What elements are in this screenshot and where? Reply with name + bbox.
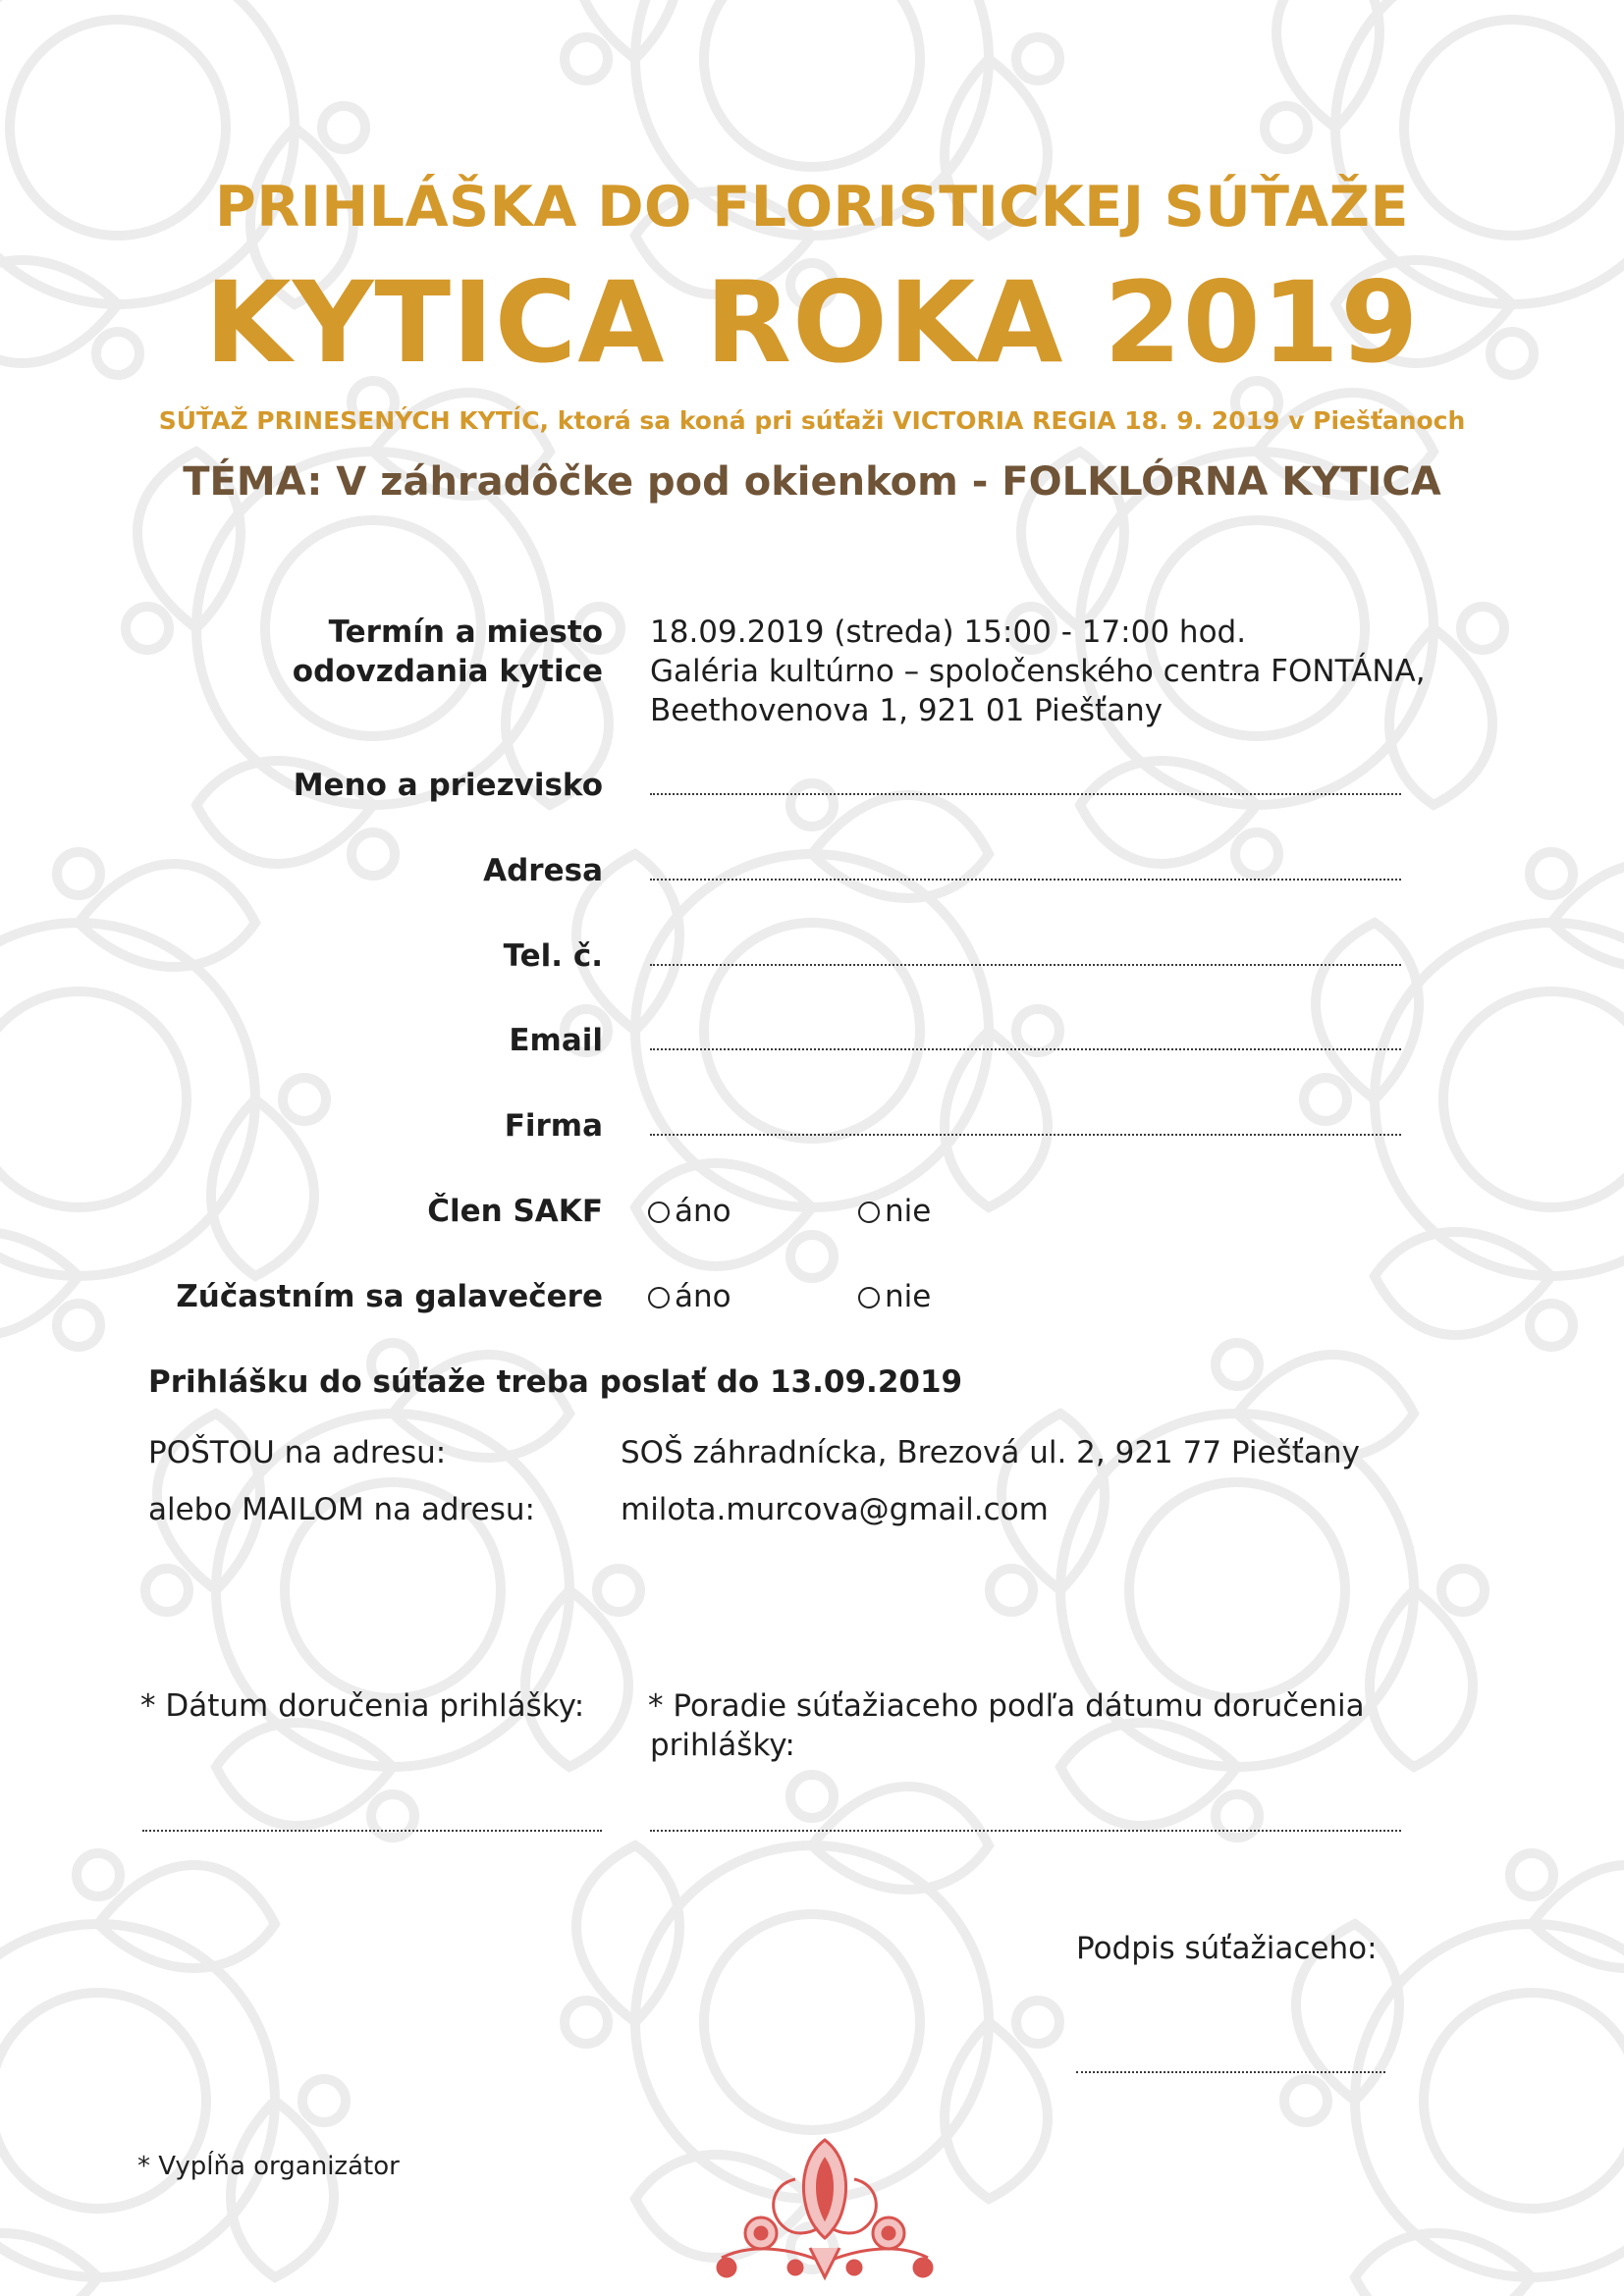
delivery-date-label: * Dátum doručenia prihlášky: xyxy=(140,1688,585,1724)
phone-input-line[interactable] xyxy=(650,964,1401,966)
delivery-date-line[interactable] xyxy=(142,1830,602,1832)
sakf-yes-option[interactable]: áno xyxy=(648,1194,731,1229)
delivery-address: Beethovenova 1, 921 01 Piešťany xyxy=(650,693,1164,728)
delivery-label-2: odovzdania kytice xyxy=(292,654,603,689)
order-label-1: * Poradie súťažiaceho podľa dátumu doručenia xyxy=(648,1688,1365,1724)
delivery-label-1: Termín a miesto xyxy=(328,614,603,650)
subtitle: SÚŤAŽ PRINESENÝCH KYTÍC, ktorá sa koná pri súťaži VICTORIA REGIA 18. 9. 2019 v Piešťanoch xyxy=(158,406,1466,435)
radio-circle-icon[interactable] xyxy=(648,1287,670,1308)
radio-circle-icon[interactable] xyxy=(858,1287,880,1308)
signature-label: Podpis súťažiaceho: xyxy=(1076,1931,1378,1966)
order-line[interactable] xyxy=(650,1830,1401,1832)
post-address: SOŠ záhradnícka, Brezová ul. 2, 921 77 Piešťany xyxy=(621,1435,1360,1470)
sakf-member-label: Člen SAKF xyxy=(427,1194,603,1229)
name-input-line[interactable] xyxy=(650,793,1401,795)
company-input-line[interactable] xyxy=(650,1134,1401,1136)
name-label: Meno a priezvisko xyxy=(293,768,603,803)
mail-label: alebo MAILOM na adresu: xyxy=(148,1492,535,1527)
delivery-time: 18.09.2019 (streda) 15:00 - 17:00 hod. xyxy=(650,614,1247,650)
competition-title: KYTICA ROKA 2019 xyxy=(204,257,1420,388)
gala-no-option[interactable]: nie xyxy=(858,1279,931,1314)
signature-line[interactable] xyxy=(1076,2071,1385,2073)
footnote: * Vypĺňa organizátor xyxy=(137,2152,400,2181)
gala-yes-option[interactable]: áno xyxy=(648,1279,731,1314)
gala-label: Zúčastním sa galavečere xyxy=(176,1279,603,1314)
form-title: PRIHLÁŠKA DO FLORISTICKEJ SÚŤAŽE xyxy=(215,175,1409,240)
phone-label: Tel. č. xyxy=(503,938,603,974)
company-label: Firma xyxy=(504,1108,603,1144)
email-label: Email xyxy=(509,1023,603,1058)
address-label: Adresa xyxy=(483,853,603,888)
folk-ornament-icon xyxy=(702,2130,947,2287)
mail-address[interactable]: milota.murcova@gmail.com xyxy=(621,1492,1049,1527)
delivery-place: Galéria kultúrno – spoločenského centra FONTÁNA, xyxy=(650,654,1426,689)
deadline-text: Prihlášku do súťaže treba poslať do 13.09.2019 xyxy=(148,1364,963,1400)
radio-circle-icon[interactable] xyxy=(858,1201,880,1223)
post-label: POŠTOU na adresu: xyxy=(148,1435,447,1470)
radio-circle-icon[interactable] xyxy=(648,1201,670,1223)
order-label-2: prihlášky: xyxy=(650,1728,795,1763)
address-input-line[interactable] xyxy=(650,879,1401,881)
theme-line: TÉMA: V záhradôčke pod okienkom - FOLKLÓRNA KYTICA xyxy=(183,459,1441,505)
sakf-no-option[interactable]: nie xyxy=(858,1194,931,1229)
email-input-line[interactable] xyxy=(650,1048,1401,1050)
